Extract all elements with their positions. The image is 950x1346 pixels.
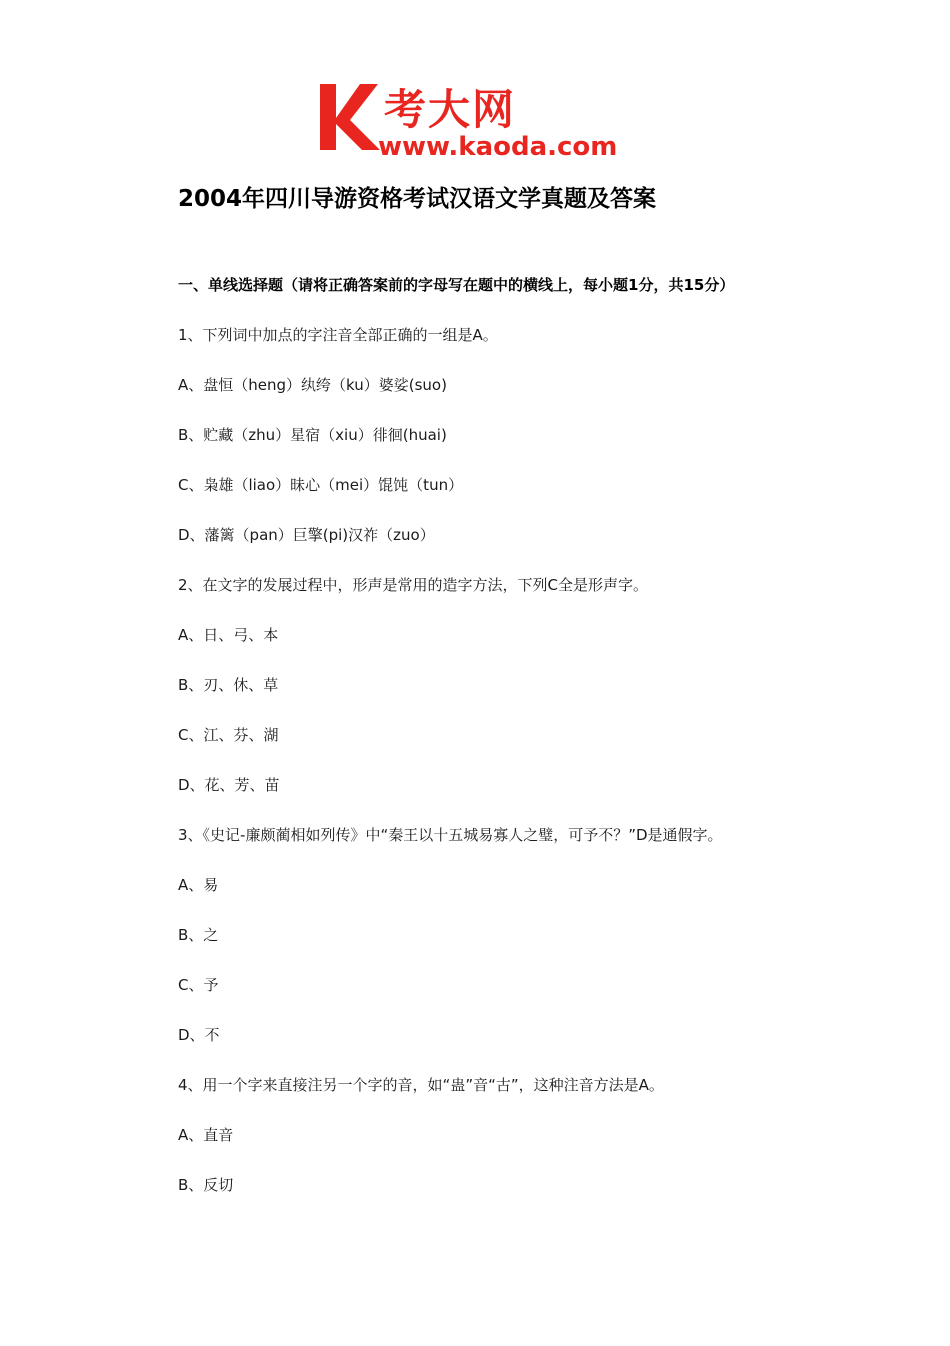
logo-k-mark — [320, 84, 380, 150]
question-2-option-c: C、江、芬、湖 — [178, 726, 279, 744]
question-2-option-a: A、日、弓、本 — [178, 626, 279, 644]
question-1: 1、下列词中加点的字注音全部正确的一组是A。 — [178, 326, 498, 344]
question-1-option-a: A、盘恒（heng）纨绔（ku）婆娑(suo) — [178, 376, 447, 394]
question-1-option-d: D、藩篱（pan）巨擎(pi)汉祚（zuo） — [178, 526, 435, 544]
logo-url-text: www.kaoda.com — [378, 132, 618, 162]
question-3-option-b: B、之 — [178, 926, 219, 944]
question-3-option-a: A、易 — [178, 876, 219, 894]
question-4: 4、用一个字来直接注另一个字的音，如“蛊”音“古”，这种注音方法是A。 — [178, 1076, 664, 1094]
logo-k-letter: K — [318, 80, 319, 81]
question-4-option-a: A、直音 — [178, 1126, 234, 1144]
question-3: 3、《史记-廉颇蔺相如列传》中“秦王以十五城易寡人之璧，可予不？”D是通假字。 — [178, 826, 723, 844]
page-title: 2004年四川导游资格考试汉语文学真题及答案 — [178, 186, 657, 212]
kaoda-logo — [318, 80, 640, 162]
logo-chinese-text: 考大网 — [384, 85, 517, 134]
question-1-option-c: C、枭雄（liao）昧心（mei）馄饨（tun） — [178, 476, 464, 494]
question-1-option-b: B、贮藏（zhu）星宿（xiu）徘徊(huai) — [178, 426, 447, 444]
question-4-option-b: B、反切 — [178, 1176, 234, 1194]
section-heading: 一、单线选择题（请将正确答案前的字母写在题中的横线上，每小题1分，共15分） — [178, 276, 735, 294]
question-2-option-b: B、刃、休、草 — [178, 676, 279, 694]
question-2: 2、在文字的发展过程中，形声是常用的造字方法，下列C全是形声字。 — [178, 576, 649, 594]
question-2-option-d: D、花、芳、苗 — [178, 776, 280, 794]
question-3-option-d: D、不 — [178, 1026, 220, 1044]
question-3-option-c: C、予 — [178, 976, 219, 994]
